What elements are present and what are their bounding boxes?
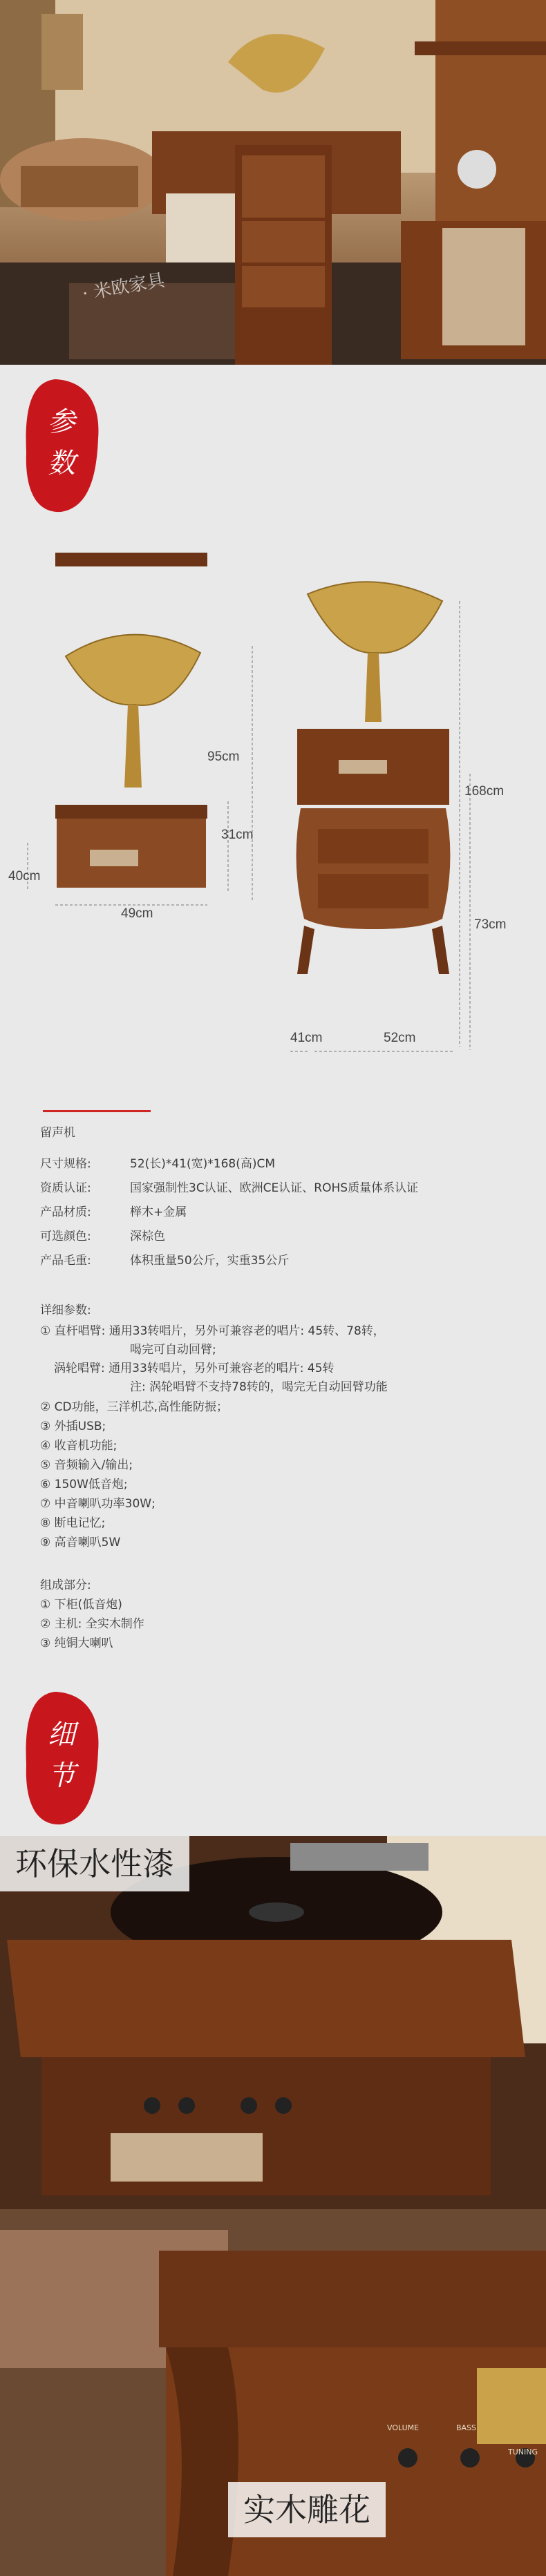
seal-char-1: 细 (48, 1719, 75, 1750)
dimension-diagram (0, 553, 546, 1064)
detail-line: 注: 涡轮唱臂不支持78转的，喝完无自动回臂功能 (130, 1380, 388, 1394)
seal-char-2: 数 (48, 448, 75, 479)
spec-row: 产品材质: 榉木+金属 (40, 1205, 187, 1219)
dim-tall-width: 52cm (384, 1031, 416, 1045)
dim-tall-depth: 41cm (290, 1031, 323, 1045)
hero-watermark: · 米欧家具 (80, 269, 167, 305)
dim-small-height: 95cm (207, 750, 240, 764)
spec-row: 资质认证: 国家强制性3C认证、欧洲CE认证、ROHS质量体系认证 (40, 1181, 419, 1195)
detail-line: 涡轮唱臂: 通用33转唱片，另外可兼容老的唱片: 45转 (54, 1362, 335, 1375)
dim-tall-height: 168cm (464, 784, 505, 799)
composition-line: ① 下柜(低音炮) (40, 1598, 122, 1612)
caption-paint: 环保水性漆 (0, 1836, 189, 1891)
detail-line: ④ 收音机功能; (40, 1439, 117, 1453)
detail-line: ⑨ 高音喇叭5W (40, 1536, 121, 1549)
seal-char-2: 节 (48, 1760, 75, 1792)
detail-line: ⑧ 断电记忆; (40, 1516, 106, 1530)
product-name: 留声机 (40, 1126, 75, 1140)
dim-small-side: 40cm (8, 869, 41, 884)
detail-seal (21, 1689, 102, 1827)
params-seal (21, 376, 102, 515)
detail-line: ① 直杆唱臂: 通用33转唱片，另外可兼容老的唱片: 45转、78转， (40, 1324, 385, 1338)
label-tuning: TUNING (508, 2448, 538, 2456)
label-volume: VOLUME (387, 2423, 420, 2432)
detail-line: ③ 外插USB; (40, 1420, 106, 1433)
dim-small-depth: 31cm (221, 828, 254, 842)
detail-photo-carving (0, 2209, 546, 2576)
hero-room-photo (0, 0, 546, 365)
spec-row: 产品毛重: 体积重量50公斤，实重35公斤 (40, 1254, 290, 1268)
caption-carving: 实木雕花 (228, 2482, 386, 2537)
dim-tall-cabinet: 73cm (474, 917, 507, 932)
spec-row: 可选颜色: 深棕色 (40, 1230, 165, 1243)
detail-line: 喝完可自动回臂; (130, 1343, 216, 1357)
detail-line: ⑥ 150W低音炮; (40, 1478, 128, 1491)
title-accent-line (43, 1110, 151, 1112)
detail-line: ⑤ 音频输入/输出; (40, 1458, 133, 1472)
seal-char-1: 参 (48, 406, 75, 438)
dim-small-width: 49cm (121, 906, 153, 921)
details-title: 详细参数: (40, 1304, 91, 1317)
detail-line: ② CD功能，三洋机芯,高性能防振； (40, 1400, 229, 1414)
detail-line: ⑦ 中音喇叭功率30W; (40, 1497, 156, 1511)
composition-line: ② 主机: 全实木制作 (40, 1617, 144, 1631)
composition-title: 组成部分: (40, 1578, 91, 1592)
composition-line: ③ 纯铜大喇叭 (40, 1637, 113, 1650)
label-bass: BASS (456, 2423, 477, 2432)
detail-photo-paint (0, 1836, 546, 2209)
spec-row: 尺寸规格: 52(长)*41(宽)*168(高)CM (40, 1157, 276, 1171)
